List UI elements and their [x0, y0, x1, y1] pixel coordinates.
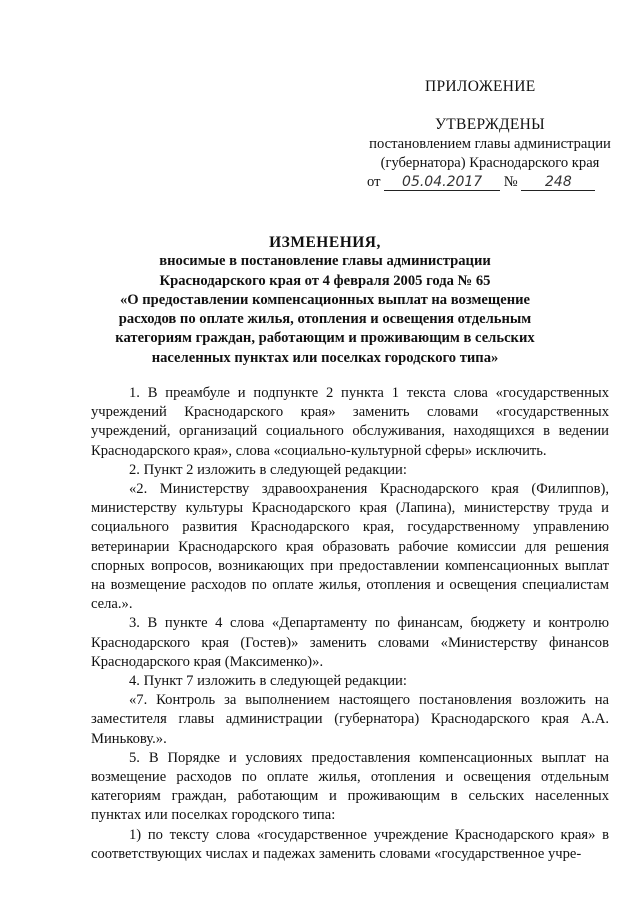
approved-by-line-2: (губернатора) Краснодарского края: [380, 155, 600, 171]
date-prefix: от: [367, 174, 381, 190]
title-line: Краснодарского края от 4 февраля 2005 года № 65: [159, 272, 491, 289]
title-line: населенных пунктах или поселках городского типа»: [151, 349, 499, 366]
paragraph: 1) по тексту слова «государственное учреждение Краснодарского края» в соответствующих числах и падежах заменить словами «государственное учре-: [91, 826, 609, 862]
title-line: категориям граждан, работающим и проживающим в сельских: [115, 330, 535, 347]
date-number-line: [355, 173, 625, 192]
document-title: [80, 233, 570, 368]
handwritten-number: 248: [521, 174, 595, 191]
document-body: [91, 384, 609, 864]
number-prefix: №: [503, 174, 518, 190]
approved-by-line-1: постановлением главы администрации: [369, 136, 611, 152]
title-line: вносимые в постановление главы администрации: [159, 253, 491, 270]
paragraph: 3. В пункте 4 слова «Департаменту по финансам, бюджету и контролю Краснодарского края (Гостев)» заменить словами «Министерству финансов Краснодарского края (Максименко)».: [91, 615, 609, 670]
paragraph: «7. Контроль за выполнением настоящего постановления возложить на заместителя главы администрации (губернатора) Краснодарского края А.А. Минькову.».: [91, 692, 609, 747]
title-line: расходов по оплате жилья, отопления и освещения отдельным: [118, 311, 532, 328]
paragraph: 5. В Порядке и условиях предоставления компенсационных выплат на возмещение расходов по оплате жилья, отопления и освещения отдельным категориям граждан, работающим и проживающим в сельских населенных пунктах или поселках городского типа:: [91, 749, 609, 824]
paragraph: 1. В преамбуле и подпункте 2 пункта 1 текста слова «государственных учреждений Краснодарского края» заменить словами «государственных учреждений, организаций социального обслуживания, находящихся в ведении Краснодарского края», слова «социально-культурной сферы» исключить.: [91, 385, 609, 459]
approval-stamp-block: [355, 115, 625, 192]
handwritten-date: 05.04.2017: [384, 174, 500, 191]
paragraph: 2. Пункт 2 изложить в следующей редакции:: [129, 461, 407, 478]
appendix-label: ПРИЛОЖЕНИЕ: [425, 78, 536, 95]
title-line: «О предоставлении компенсационных выплат на возмещение: [119, 291, 531, 308]
paragraph: «2. Министерству здравоохранения Краснодарского края (Филиппов), министерству культуры Краснодарского края (Лапина), министерству труда и социального развития Краснодарского края, государственному управлению ветеринарии Краснодарского края образовать рабочие комиссии для решения спорных вопросов, возникающих при предоставлении компенсационных выплат на возмещение расходов по оплате жилья, отопления и освещения специалистам села.».: [91, 481, 609, 613]
title-heading: ИЗМЕНЕНИЯ,: [269, 234, 381, 251]
paragraph: 4. Пункт 7 изложить в следующей редакции:: [129, 673, 407, 690]
approved-label: УТВЕРЖДЕНЫ: [435, 116, 545, 133]
